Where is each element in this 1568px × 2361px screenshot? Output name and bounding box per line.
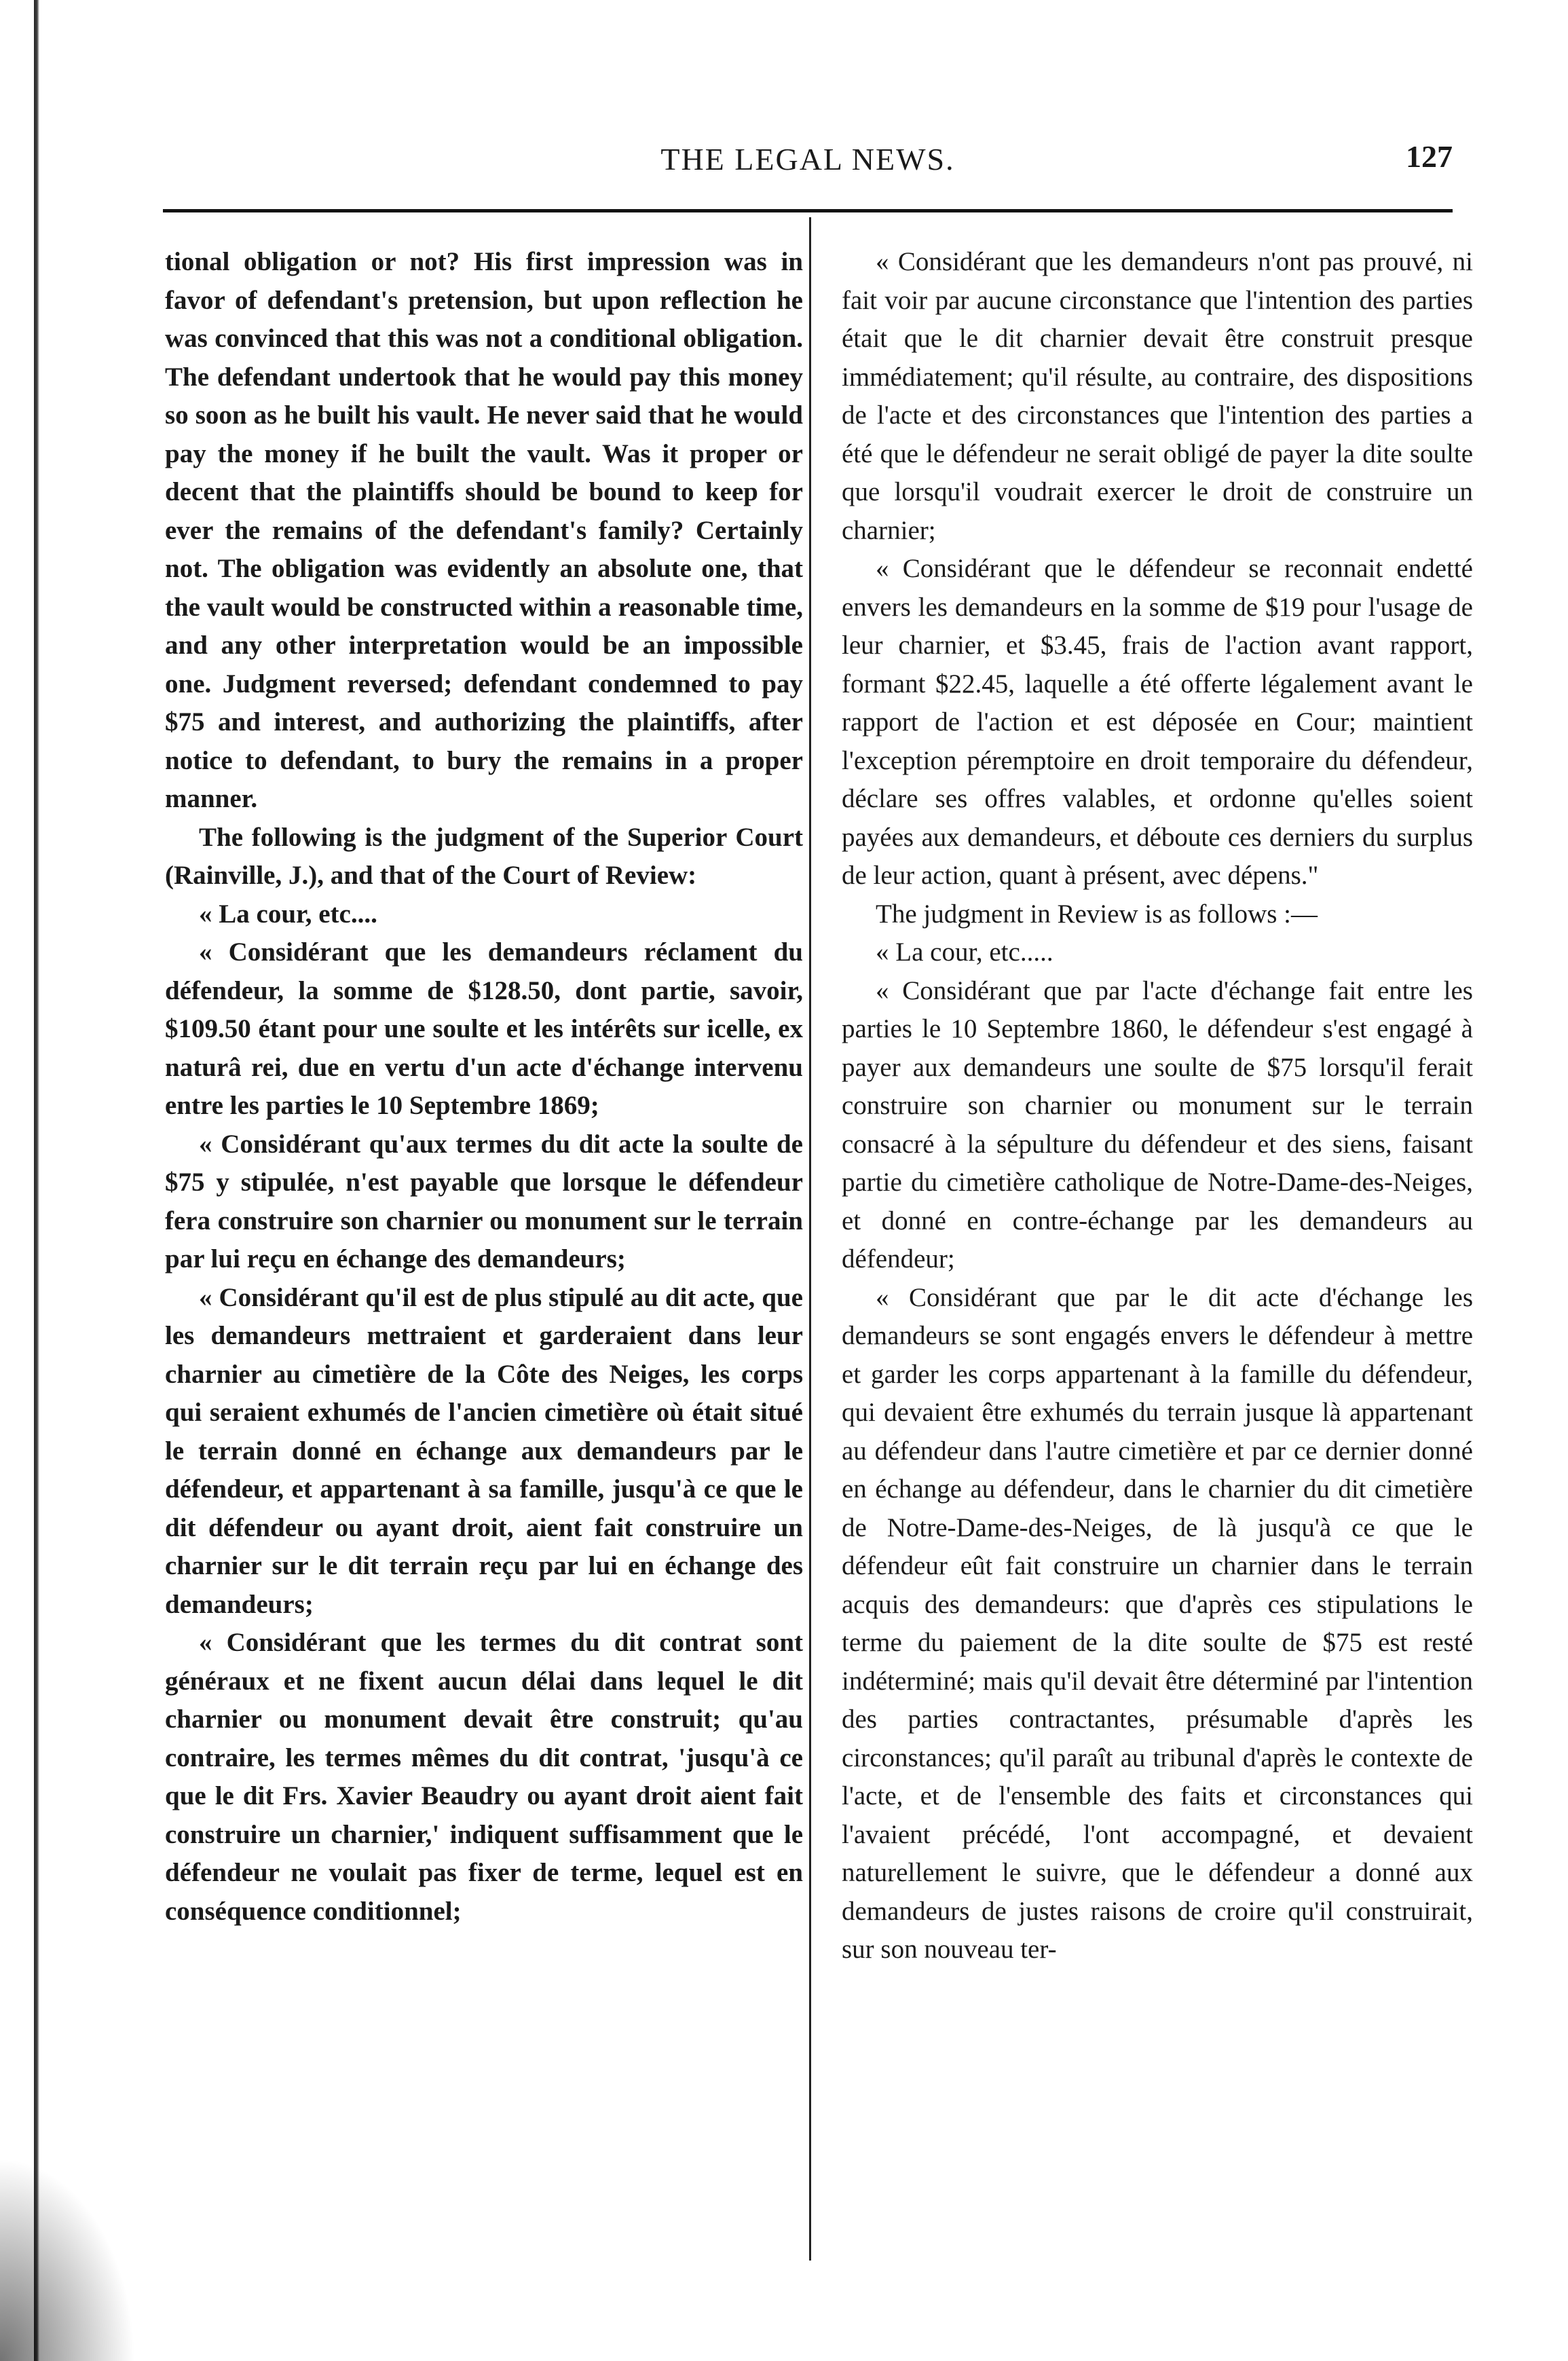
paragraph: « Considérant que les demandeurs réclament du défendeur, la somme de $128.50, dont partie, savoir, $109.50 étant pour une soulte et les intérêts sur icelle, ex naturâ rei, due en vertu d'un acte d'échange intervenu entre les parties le 10 Septembre 1869; (165, 937, 803, 1120)
paragraph: « Considérant que le défendeur se reconnait endetté envers les demandeurs en la somme de $19 pour l'usage de leur charnier, et $3.45, frais de l'action avant rapport, formant $22.45, laquelle a été offerte légalement avant le rapport de l'action et est déposée en Cour; maintient l'exception péremptoire en droit temporaire du défendeur, déclare ses offres valables, et ordonne qu'elles soient payées aux demandeurs, et déboute ces derniers du surplus de leur action, quant à présent, avec dépens." (842, 554, 1473, 890)
running-title: THE LEGAL NEWS. (660, 142, 955, 176)
paragraph: tional obligation or not? His first impression was in favor of defendant's pretension, but upon reflection he was convinced that this was not a conditional obligation. The defendant undertook that he would pay this money so soon as he built his vault. He never said that he would pay the money if he built the vault. Was it proper or decent that the plaintiffs should be bound to keep for ever the remains of the defendant's family? Certainly not. The obligation was evidently an absolute one, that the vault would be constructed within a reasonable time, and any other interpretation would be an impossible one. Judgment reversed; defendant condemned to pay $75 and interest, and authorizing the plaintiffs, after notice to defendant, to bury the remains in a proper manner. (165, 247, 803, 813)
paragraph: « Considérant qu'aux termes du dit acte la soulte de $75 y stipulée, n'est payable que lorsque le défendeur fera construire son charnier ou monument sur le terrain par lui reçu en échange des demandeurs; (165, 1129, 803, 1274)
paragraph: « Considérant que par le dit acte d'échange les demandeurs se sont engagés envers le défendeur à mettre et garder les corps appartenant à la famille du défendeur, qui devaient être exhumés du terrain jusque là appartenant au défendeur dans l'autre cimetière et par ce dernier donné en échange au défendeur, dans le charnier du dit cimetière de Notre-Dame-des-Neiges, de là jusqu'à ce que le défendeur eût fait construire un charnier dans le terrain acquis des demandeurs: que d'après ces stipulations le terme du paiement de la dite soulte de $75 est resté indéterminé; mais qu'il devait être déterminé par l'intention des parties contractantes, présumable d'après les circonstances; qu'il paraît au tribunal d'après le contexte de l'acte, et de l'ensemble des faits et circonstances qui l'avaient précédé, l'ont accompagné, et devaient naturellement le suivre, que le défendeur a donné aux demandeurs de justes raisons de croire qu'il construirait, sur son nouveau ter- (842, 1282, 1473, 1964)
paragraph: « Considérant que les termes du dit contrat sont généraux et ne fixent aucun délai dans lequel le dit charnier ou monument devait être construit; qu'au contraire, les termes mêmes du dit contrat, 'jusqu'à ce que le dit Frs. Xavier Beaudry ou ayant droit aient fait construire un charnier,' indiquent suffisamment que le défendeur ne voulait pas fixer de terme, lequel est en conséquence conditionnel; (165, 1628, 803, 1926)
paragraph: « Considérant que par l'acte d'échange fait entre les parties le 10 Septembre 1860, le défendeur s'est engagé à payer aux demandeurs une soulte de $75 lorsqu'il ferait construire son charnier ou monument sur le terrain consacré à la sépulture du défendeur et des siens, faisant partie du cimetière catholique de Notre-Dame-des-Neiges, et donné en contre-échange par les demandeurs au défendeur; (842, 975, 1473, 1274)
paragraph: « Considérant qu'il est de plus stipulé au dit acte, que les demandeurs mettraient et garderaient dans leur charnier au cimetière de la Côte des Neiges, les corps qui seraient exhumés de l'ancien cimetière où était situé le terrain donné en échange aux demandeurs par le défendeur, et appartenant à sa famille, jusqu'à ce que le dit défendeur ou ayant droit, aient fait construire un charnier sur le dit terrain reçu par lui en échange des demandeurs; (165, 1282, 803, 1619)
paragraph: « La cour, etc.... (199, 899, 377, 929)
page-header (163, 129, 1453, 190)
left-column (165, 243, 803, 1931)
page-number: 127 (1406, 139, 1453, 174)
binding-edge (34, 0, 39, 2361)
header-rule (163, 209, 1453, 212)
paragraph: « La cour, etc..... (876, 937, 1053, 967)
paragraph: The judgment in Review is as follows :— (876, 899, 1318, 929)
column-divider (809, 217, 811, 2261)
paragraph: The following is the judgment of the Superior Court (Rainville, J.), and that of the Court of Review: (165, 822, 803, 890)
right-column (842, 243, 1473, 1969)
paragraph: « Considérant que les demandeurs n'ont pas prouvé, ni fait voir par aucune circonstance que l'intention des parties était que le dit charnier devait être construit presque immédiatement; qu'il résulte, au contraire, des dispositions de l'acte et des circonstances que l'intention des parties a été que le défendeur ne serait obligé de payer la dite soulte que lorsqu'il voudrait exercer le droit de construire un charnier; (842, 247, 1473, 545)
page-smudge (0, 2157, 136, 2361)
